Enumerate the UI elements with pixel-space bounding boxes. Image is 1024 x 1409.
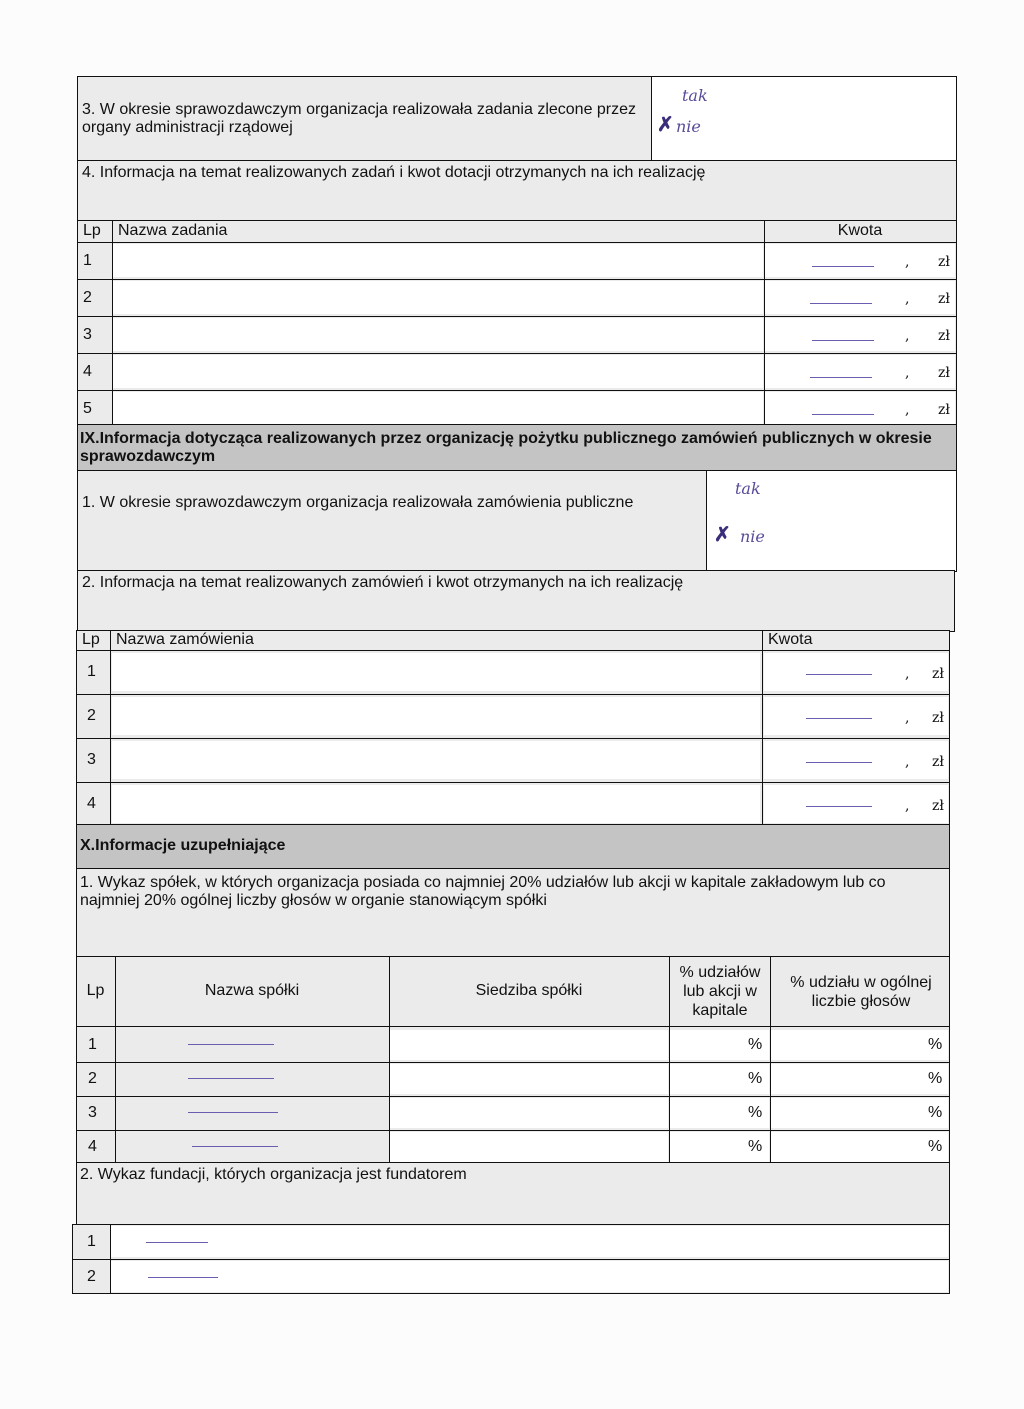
- handwritten-dash: [146, 1242, 208, 1243]
- company-lp: 1: [88, 1036, 97, 1053]
- company-seat-cell[interactable]: [390, 1098, 668, 1128]
- handwritten-dash: [812, 340, 874, 341]
- ix-q1-option-no[interactable]: nie: [740, 527, 765, 546]
- percent-label: %: [748, 1104, 763, 1121]
- companies-head-lp: Lp: [86, 982, 105, 999]
- orders-col-divider: [762, 630, 763, 826]
- ix-q1-text: 1. W okresie sprawozdawczym organizacja realizowała zamówienia publiczne: [82, 494, 634, 511]
- q4-text: 4. Informacja na temat realizowanych zadań i kwot dotacji otrzymanych na ich realizację: [82, 164, 706, 181]
- comma: ,: [905, 328, 910, 344]
- comma: ,: [905, 710, 910, 726]
- ix-q2-text: 2. Informacja na temat realizowanych zamówień i kwot otrzymanych na ich realizację: [82, 574, 684, 591]
- table-row-divider: [76, 738, 950, 739]
- comma: ,: [905, 798, 910, 814]
- comma: ,: [905, 291, 910, 307]
- section-x-title: X.Informacje uzupełniające: [80, 837, 286, 854]
- table-row-divider: [76, 1096, 950, 1097]
- percent-label: %: [928, 1138, 943, 1155]
- handwritten-dash: [188, 1112, 278, 1113]
- foundation-lp: 1: [87, 1233, 96, 1250]
- tasks-head-name: Nazwa zadania: [118, 222, 228, 239]
- company-votes-cell[interactable]: [771, 1064, 948, 1094]
- table-row-divider: [77, 316, 957, 317]
- table-row-divider: [76, 650, 950, 651]
- table-row-divider: [76, 1062, 950, 1063]
- order-amount-cell[interactable]: [764, 741, 948, 779]
- orders-head-amount: Kwota: [768, 631, 813, 648]
- q3-text: 3. W okresie sprawozdawczym organizacja realizowała zadania zlecone przez organy administracji rządowej: [82, 101, 637, 136]
- percent-label: %: [748, 1138, 763, 1155]
- order-lp: 2: [87, 707, 96, 724]
- handwritten-dash: [810, 377, 872, 378]
- foundation-name-cell[interactable]: [111, 1226, 948, 1257]
- percent-label: %: [748, 1070, 763, 1087]
- task-amount-cell[interactable]: [765, 244, 955, 277]
- task-name-cell[interactable]: [113, 355, 763, 388]
- table-row-divider: [72, 1259, 950, 1260]
- q3-option-yes[interactable]: tak: [682, 86, 708, 105]
- task-amount-cell[interactable]: [765, 318, 955, 351]
- section-ix-title: IX.Informacja dotycząca realizowanych przez organizację pożytku publicznego zamówień publicznych w okresie sprawozdawczym: [80, 430, 932, 465]
- handwritten-dash: [812, 414, 874, 415]
- handwritten-dash: [806, 762, 872, 763]
- companies-head-seat: Siedziba spółki: [475, 982, 583, 999]
- task-amount-cell[interactable]: [765, 355, 955, 388]
- handwritten-dash: [812, 266, 874, 267]
- comma: ,: [905, 754, 910, 770]
- ix-q1-option-yes[interactable]: tak: [735, 479, 761, 498]
- companies-head-divider: [76, 1026, 950, 1027]
- currency-label: zł: [932, 754, 944, 770]
- tasks-head-amount: Kwota: [837, 222, 883, 239]
- x-q1-text: 1. Wykaz spółek, w których organizacja posiada co najmniej 20% udziałów lub akcji w kapitale zakładowym lub co najmniej 20% ogólnej liczby głosów w organie stanowiącym spółki: [80, 874, 886, 909]
- currency-label: zł: [938, 365, 950, 381]
- order-name-cell[interactable]: [112, 653, 760, 691]
- handwritten-dash: [188, 1044, 274, 1045]
- handwritten-dash: [806, 806, 872, 807]
- companies-head-name: Nazwa spółki: [204, 982, 300, 999]
- company-seat-cell[interactable]: [390, 1132, 668, 1162]
- task-lp: 4: [83, 363, 92, 380]
- table-row-divider: [77, 390, 957, 391]
- order-amount-cell[interactable]: [764, 697, 948, 735]
- currency-label: zł: [932, 710, 944, 726]
- table-row-divider: [76, 1130, 950, 1131]
- percent-label: %: [928, 1070, 943, 1087]
- table-row-divider: [76, 694, 950, 695]
- foundation-lp: 2: [87, 1268, 96, 1285]
- currency-label: zł: [932, 666, 944, 682]
- company-votes-cell[interactable]: [771, 1098, 948, 1128]
- orders-head-lp: Lp: [82, 631, 100, 648]
- task-lp: 2: [83, 289, 92, 306]
- task-name-cell[interactable]: [113, 392, 763, 425]
- company-seat-cell[interactable]: [390, 1064, 668, 1094]
- task-lp: 5: [83, 400, 92, 417]
- company-lp: 4: [88, 1138, 97, 1155]
- currency-label: zł: [932, 798, 944, 814]
- comma: ,: [905, 254, 910, 270]
- percent-label: %: [928, 1104, 943, 1121]
- handwritten-dash: [806, 718, 872, 719]
- order-lp: 4: [87, 795, 96, 812]
- table-row-divider: [77, 279, 957, 280]
- orders-col-divider: [110, 630, 111, 826]
- handwritten-dash: [148, 1277, 218, 1278]
- task-name-cell[interactable]: [113, 244, 763, 277]
- company-lp: 3: [88, 1104, 97, 1121]
- currency-label: zł: [938, 328, 950, 344]
- tasks-head-lp: Lp: [83, 222, 101, 239]
- percent-label: %: [928, 1036, 943, 1053]
- task-lp: 3: [83, 326, 92, 343]
- table-row-divider: [77, 242, 957, 243]
- orders-head-name: Nazwa zamówienia: [116, 631, 254, 648]
- task-name-cell[interactable]: [113, 281, 763, 314]
- order-name-cell[interactable]: [112, 741, 760, 779]
- task-amount-cell[interactable]: [765, 392, 955, 425]
- x-mark-icon: ✗: [657, 114, 674, 136]
- order-lp: 1: [87, 663, 96, 680]
- order-name-cell[interactable]: [112, 785, 760, 823]
- currency-label: zł: [938, 291, 950, 307]
- order-amount-cell[interactable]: [764, 785, 948, 823]
- comma: ,: [905, 365, 910, 381]
- comma: ,: [905, 666, 910, 682]
- x-q2-text: 2. Wykaz fundacji, których organizacja jest fundatorem: [80, 1166, 467, 1183]
- order-lp: 3: [87, 751, 96, 768]
- handwritten-dash: [806, 674, 872, 675]
- company-votes-cell[interactable]: [771, 1132, 948, 1162]
- table-row-divider: [76, 782, 950, 783]
- x-mark-icon: ✗: [714, 524, 731, 546]
- table-row-divider: [77, 353, 957, 354]
- companies-head-votes: % udziału w ogólnej liczbie głosów: [790, 974, 932, 1010]
- order-name-cell[interactable]: [112, 697, 760, 735]
- percent-label: %: [748, 1036, 763, 1053]
- order-amount-cell[interactable]: [764, 653, 948, 691]
- comma: ,: [905, 402, 910, 418]
- currency-label: zł: [938, 254, 950, 270]
- company-seat-cell[interactable]: [390, 1030, 668, 1060]
- handwritten-dash: [188, 1078, 274, 1079]
- handwritten-dash: [192, 1146, 278, 1147]
- company-lp: 2: [88, 1070, 97, 1087]
- task-amount-cell[interactable]: [765, 281, 955, 314]
- companies-head-shares: % udziałów lub akcji w kapitale: [679, 964, 761, 1019]
- handwritten-dash: [810, 303, 872, 304]
- currency-label: zł: [938, 402, 950, 418]
- foundation-name-cell[interactable]: [111, 1261, 948, 1292]
- task-name-cell[interactable]: [113, 318, 763, 351]
- company-votes-cell[interactable]: [771, 1030, 948, 1060]
- task-lp: 1: [83, 252, 92, 269]
- q3-option-no[interactable]: nie: [676, 117, 701, 136]
